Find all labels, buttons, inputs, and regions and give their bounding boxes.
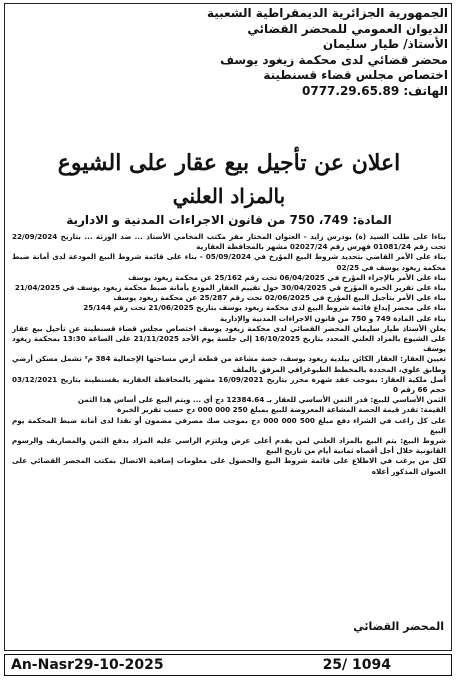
body-paragraph: تعيين العقار: العقار الكائن ببلدية زيغود يوسف، حصة مشاعة من قطعة أرض مساحتها الإجمالية 384 م² تشمل مسكن أرضي وطابق علوي، المحددة بالمخطط الطبوغرافي المرفق بالملف (12, 354, 446, 374)
header-line: الديوان العمومي للمحضر القضائي (247, 21, 448, 36)
body-paragraph: بناء على الأمر القاضي بتحديد شروط البيع المؤرخ في 05/09/2024 - بناء على قائمة شروط البيع المودعة لدى أمانة ضبط محكمة زيغود يوسف في 02/25 (12, 252, 446, 272)
body-paragraph: القيمة: تقدر قيمة الحصة المشاعة المعروضة للبيع بمبلغ 250 000 000 دج حسب تقرير الخبرة (117, 405, 446, 415)
header-line: الهاتف: 0777.29.65.89 (302, 83, 448, 98)
signer-title: المحضر القضائي (353, 620, 444, 633)
body-paragraph: بناء على تقرير الخبرة المؤرخ في 30/04/2025 حول تقييم العقار المودع بأمانة ضبط محكمة زيغود يوسف في 21/04/2025 (14, 283, 446, 293)
body-paragraph: شروط البيع: يتم البيع بالمزاد العلني لمن يقدم أعلى عرض ويلتزم الراسي عليه المزاد بدفع الثمن والمصاريف والرسوم القانونية خلال أجل أقصاه ثمانية أيام من تاريخ البيع (12, 436, 446, 456)
body-paragraph: بناء على محضر إيداع قائمة شروط البيع لدى محكمة زيغود يوسف بتاريخ 21/06/2025 تحت رقم 25/144 (83, 303, 446, 313)
publication-footer (4, 654, 452, 676)
legal-basis: المادة: 749، 750 من قانون الاجراءات المدنية و الادارية (66, 213, 392, 227)
body-paragraph: بناء على الأمر بالإجراء المؤرخ في 06/04/2025 تحت رقم 25/162 عن محكمة زيغود يوسف (128, 272, 446, 282)
header-line: الأستاذ/ طيار سليمان (322, 37, 448, 51)
body-paragraph: بناء على المادة 749 و 750 من قانون الاجراءات المدنية والإدارية (220, 313, 446, 323)
body-paragraph: لكل من يرغب في الاطلاع على قائمة شروط البيع والحصول على معلومات إضافية الاتصال بمكتب المحضر القضائي على العنوان المذكور أعلاه (12, 456, 446, 476)
announcement-title: اعلان عن تأجيل بيع عقار على الشيوع (57, 150, 401, 176)
body-paragraph: أصل ملكية العقار: بموجب عقد شهرة محرر بتاريخ 16/09/2021 مشهر بالمحافظة العقارية بقسنطينة بتاريخ 03/12/2021 حجم 66 رقم 0 (12, 374, 446, 395)
body-paragraph: الثمن الأساسي للبيع: قدر الثمن الأساسي للعقار بـ 12384.64 دج أي ... ويتم البيع على أساس هذا الثمن (77, 395, 446, 405)
office-header (148, 6, 448, 99)
header-line: محضر قضائي لدى محكمة زيغود يوسف (220, 52, 448, 67)
header-line: الجمهورية الجزائرية الديمقراطية الشعبية (206, 6, 448, 20)
header-line: اختصاص مجلس قضاء قسنطينة (263, 68, 448, 82)
body-paragraph: على كل راغب في الشراء دفع مبلغ 500 000 000 دج بموجب صك مصرفي مضمون أو نقدا لدى أمانة ضبط المحكمة يوم البيع (12, 415, 446, 435)
body-paragraph: يعلن الأستاذ طيار سليمان المحضر القضائي لدى محكمة زيغود يوسف اختصاص مجلس قضاء قسنطينة عن تأجيل بيع عقار على الشيوع بالمزاد العلني المحدد بتاريخ 16/10/2025 إلى جلسة يوم الأحد 21/11/2025 على الساعة 13:30 بمحكمة زيغود يوسف (12, 323, 446, 354)
announcement-subtitle: بالمزاد العلني (172, 184, 286, 208)
body-paragraph: بناء على الأمر بتأجيل البيع المؤرخ في 02/06/2025 تحت رقم 25/287 عن محكمة زيغود يوسف (113, 293, 446, 303)
announcement-reference: 25/ 1094 (322, 657, 391, 673)
body-paragraph: بناءا على طلب السيد (ة) بودرس زايد - العنوان المختار مقر مكتب المحامي الأستاذ ... ضد الورثة ... بتاريخ 22/09/2024 تحت رقم 01081/24 فهرس رقم 02027/24 مشهر بالمحافظة العقارية (12, 232, 446, 252)
announcement-body (12, 232, 446, 477)
newspaper-date: An-Nasr29-10-2025 (11, 657, 164, 673)
